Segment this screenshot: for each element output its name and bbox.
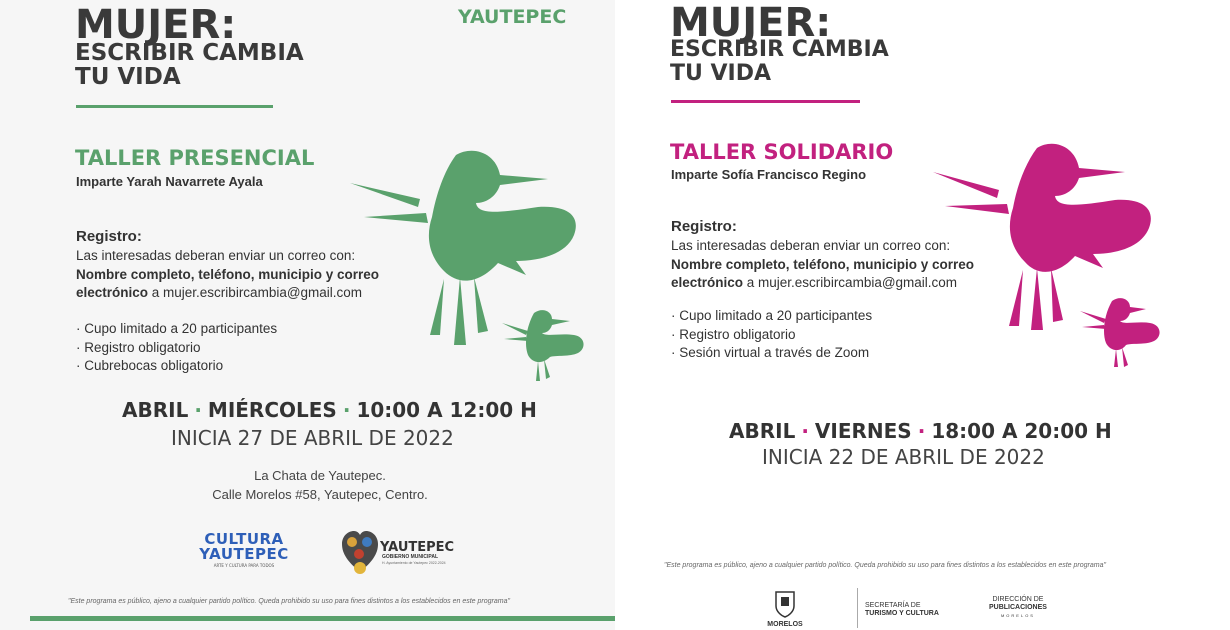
logo-cultura-line2: YAUTEPEC [199, 545, 289, 563]
schedule-dot: · [917, 419, 926, 443]
logo-yautepec-word: YAUTEPEC [380, 540, 455, 555]
footer-secretaria-line2: TURISMO Y CULTURA [865, 610, 939, 617]
registro-title: Registro: [76, 228, 142, 245]
subheadline-line2: TU VIDA [75, 64, 181, 90]
schedule-month: ABRIL [729, 419, 796, 443]
logo-cultura-tag: ARTE Y CULTURA PARA TODOS [213, 563, 275, 568]
schedule [122, 398, 537, 422]
schedule-dot: · [342, 398, 351, 422]
logo-cultura-line1: CULTURA [204, 530, 284, 548]
venue-line1: La Chata de Yautepec. [254, 468, 386, 483]
small-hummingbird-icon [500, 305, 590, 385]
schedule [729, 419, 1112, 443]
bottom-bar [30, 616, 615, 621]
schedule-time: 10:00 A 12:00 H [356, 398, 537, 422]
bullet-list [671, 307, 872, 363]
footer-morelos: MORELOS [767, 621, 803, 628]
inicia-date: INICIA 22 DE ABRIL DE 2022 [762, 445, 1045, 469]
schedule-month: ABRIL [122, 398, 189, 422]
title-rule [76, 105, 273, 108]
schedule-time: 18:00 A 20:00 H [931, 419, 1112, 443]
bullet-item: · Registro obligatorio [76, 339, 201, 355]
headline: MUJER: [670, 0, 832, 46]
imparte: Imparte Sofía Francisco Regino [671, 167, 867, 182]
bullet-list [76, 320, 277, 376]
logo-yautepec-gm: GOBIERNO MUNICIPAL [382, 554, 439, 560]
bullet-item: · Registro obligatorio [671, 326, 796, 342]
disclaimer: "Este programa es público, ajeno a cualquier partido político. Queda prohibido su uso para fines distintos a los establecidos en este programa" [664, 562, 1106, 569]
bullet-item: · Sesión virtual a través de Zoom [671, 345, 870, 360]
schedule-dot: · [194, 398, 202, 422]
registro-email: a mujer.escribircambia@gmail.com [148, 285, 363, 300]
heart-emblem-icon [340, 528, 380, 576]
logo-direccion-publicaciones [989, 596, 1047, 620]
registro-email: a mujer.escribircambia@gmail.com [743, 275, 958, 290]
schedule-dot: · [801, 419, 809, 443]
small-hummingbird-icon [1080, 295, 1165, 370]
subheadline-line1: ESCRIBIR CAMBIA [75, 40, 304, 66]
poster-solidario [640, 0, 1230, 630]
morelos-shield-icon [774, 590, 796, 618]
footer-secretaria-line1: SECRETARÍA DE [865, 602, 921, 609]
footer-direccion-line1: DIRECCIÓN DE [992, 596, 1044, 603]
registro-bold: Nombre completo, teléfono, municipio y correo [671, 256, 975, 272]
bullet-item: · Cupo limitado a 20 participantes [671, 308, 873, 323]
bullet-item: · Cubrebocas obligatorio [76, 358, 224, 373]
imparte: Imparte Yarah Navarrete Ayala [76, 174, 263, 189]
registro-line1: Las interesadas deberan enviar un correo con: [76, 248, 356, 263]
schedule-day: VIERNES [814, 419, 912, 443]
headline: MUJER: [75, 2, 237, 48]
taller-title: TALLER SOLIDARIO [670, 140, 894, 164]
logo-secretaria [865, 602, 939, 618]
registro-bold2: electrónico [76, 285, 149, 300]
registro-bold2: electrónico [671, 275, 744, 290]
bullet-item: · Cupo limitado a 20 participantes [76, 321, 278, 336]
title-rule [671, 100, 860, 103]
footer-direccion-line3: MORELOS [1000, 613, 1035, 618]
subheadline-line1: ESCRIBIR CAMBIA [670, 37, 889, 62]
subheadline-line2: TU VIDA [670, 61, 772, 86]
logo-gobierno-yautepec [340, 528, 455, 578]
location-tag: YAUTEPEC [458, 6, 567, 28]
schedule-day: MIÉRCOLES [207, 398, 337, 422]
disclaimer: "Este programa es público, ajeno a cualquier partido político. Queda prohibido su uso para fines distintos a los establecidos en este programa" [68, 598, 510, 605]
logo-cultura-yautepec [196, 532, 292, 568]
registro-line1: Las interesadas deberan enviar un correo con: [671, 238, 951, 253]
inicia-date: INICIA 27 DE ABRIL DE 2022 [171, 426, 454, 450]
registro-title: Registro: [671, 218, 737, 235]
logo-morelos [764, 590, 806, 629]
footer-direccion-line2: PUBLICACIONES [989, 604, 1047, 611]
footer-divider [857, 588, 858, 628]
registro-bold: Nombre completo, teléfono, municipio y correo [76, 266, 380, 282]
logo-yautepec-small: H. Ayuntamiento de Yautepec 2022-2024 [382, 561, 446, 565]
taller-title: TALLER PRESENCIAL [75, 146, 315, 170]
venue [170, 466, 470, 504]
venue-line2: Calle Morelos #58, Yautepec, Centro. [212, 487, 428, 502]
